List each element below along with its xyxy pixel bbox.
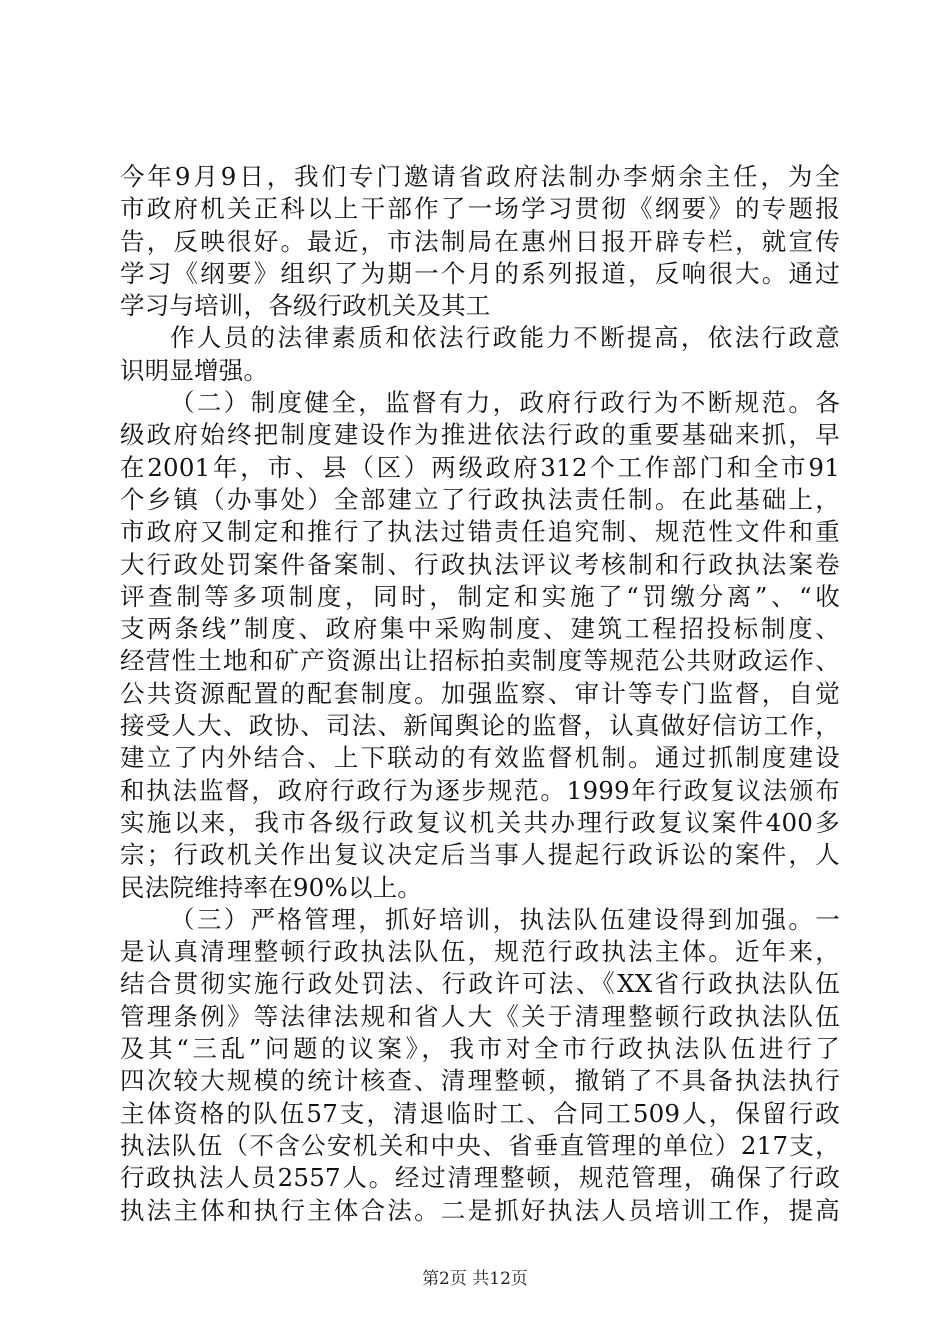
text-line: 学习《纲要》组织了为期一个月的系列报道，反响很大。通过 (120, 258, 840, 288)
text-line: 建立了内外结合、上下联动的有效监督机制。通过抓制度建设 (120, 743, 840, 773)
text-line: 今年9月9日，我们专门邀请省政府法制办李炳余主任，为全 (120, 162, 840, 191)
body-text (120, 161, 840, 1227)
text-line: 实施以来，我市各级行政复议机关共办理行政复议案件400多 (120, 807, 840, 837)
text-line: 和执法监督，政府行政行为逐步规范。1999年行政复议法颁布 (120, 775, 840, 805)
text-line: 市政府机关正科以上干部作了一场学习贯彻《纲要》的专题报 (120, 194, 840, 224)
text-line: 个乡镇（办事处）全部建立了行政执法责任制。在此基础上， (120, 484, 840, 514)
text-line: 级政府始终把制度建设作为推进依法行政的重要基础来抓，早 (120, 420, 840, 450)
text-line: 作人员的法律素质和依法行政能力不断提高，依法行政意 (170, 323, 840, 353)
text-line: 支两条线”制度、政府集中采购制度、建筑工程招投标制度、 (120, 614, 840, 644)
text-line: 在2001年，市、县（区）两级政府312个工作部门和全市91 (120, 452, 840, 482)
text-line: 及其“三乱”问题的议案》，我市对全市行政执法队伍进行了 (120, 1034, 840, 1064)
text-line: 民法院维持率在90%以上。 (120, 872, 423, 902)
text-line: 管理条例》等法律法规和省人大《关于清理整顿行政执法队伍 (120, 1001, 840, 1031)
text-line: 大行政处罚案件备案制、行政执法评议考核制和行政执法案卷 (120, 549, 840, 579)
text-line: 告，反映很好。最近，市法制局在惠州日报开辟专栏，就宣传 (120, 226, 840, 256)
text-line: 学习与培训，各级行政机关及其工 (120, 291, 491, 321)
text-line: 市政府又制定和推行了执法过错责任追究制、规范性文件和重 (120, 517, 840, 547)
text-line: 四次较大规模的统计核查、清理整顿，撤销了不具备执法执行 (120, 1066, 840, 1096)
text-line: 执法队伍（不含公安机关和中央、省垂直管理的单位）217支， (120, 1130, 840, 1160)
text-line: 结合贯彻实施行政处罚法、行政许可法、《XX省行政执法队伍 (120, 969, 840, 999)
page-number-footer: 第2页 共12页 (422, 1269, 528, 1289)
text-line: 是认真清理整顿行政执法队伍，规范行政执法主体。近年来， (120, 937, 840, 967)
text-line: 经营性土地和矿产资源出让招标拍卖制度等规范公共财政运作、 (120, 646, 840, 676)
text-line: 评查制等多项制度，同时，制定和实施了“罚缴分离”、“收 (120, 581, 840, 611)
text-line: 行政执法人员2557人。经过清理整顿，规范管理，确保了行政 (120, 1163, 840, 1193)
text-line: 公共资源配置的配套制度。加强监察、审计等专门监督，自觉 (120, 678, 840, 708)
text-line: 执法主体和执行主体合法。二是抓好执法人员培训工作，提高 (120, 1195, 840, 1225)
section-heading-line: （二）制度健全，监督有力，政府行政行为不断规范。各 (170, 388, 840, 418)
text-line: 宗；行政机关作出复议决定后当事人提起行政诉讼的案件，人 (120, 840, 840, 870)
text-line: 主体资格的队伍57支，清退临时工、合同工509人，保留行政 (120, 1098, 840, 1128)
section-heading-line: （三）严格管理，抓好培训，执法队伍建设得到加强。一 (170, 904, 840, 934)
text-line: 接受人大、政协、司法、新闻舆论的监督，认真做好信访工作， (120, 711, 840, 741)
text-line: 识明显增强。 (120, 355, 269, 385)
